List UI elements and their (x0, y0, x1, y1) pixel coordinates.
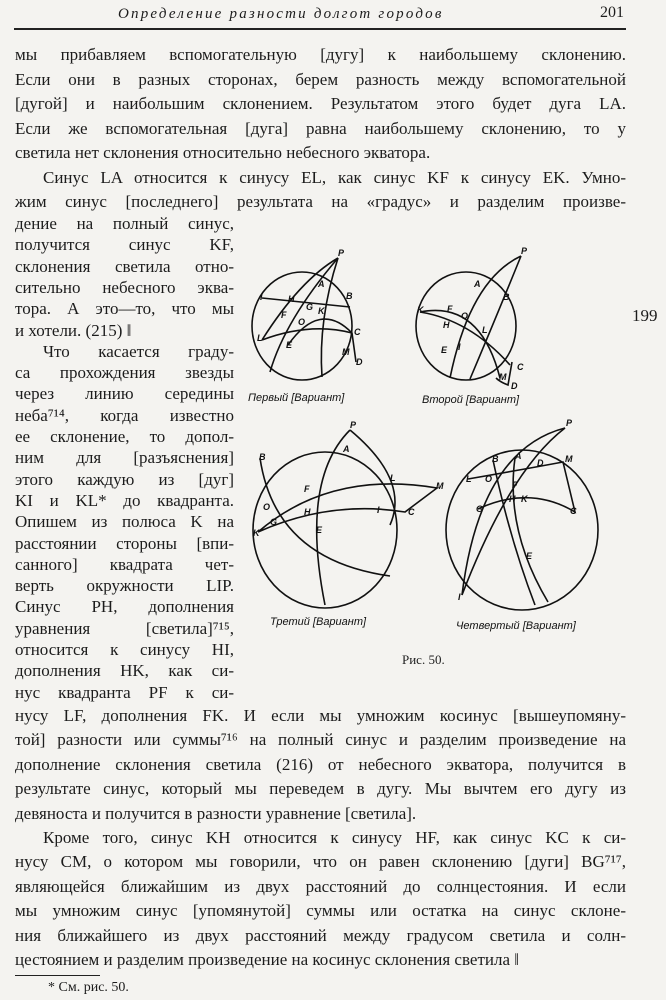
point-label: F (281, 310, 287, 320)
text-line: Кроме того, синус KH относится к синусу HF, как синус KC к си- (43, 828, 626, 847)
text-line: мы прибавляем вспомогательную [дугу] к наибольшему склонению. (15, 45, 626, 64)
panel-caption: Четвертый [Вариант] (456, 620, 576, 632)
point-label: E (286, 340, 293, 350)
point-label: B (492, 454, 499, 464)
point-label: A (318, 279, 325, 289)
text-line: через линию середины (15, 384, 234, 404)
point-label: E (316, 525, 323, 535)
point-label: K (318, 306, 325, 316)
text-line: Синус LA относится к синусу EL, как синус KF к синусу EK. Умно- (43, 167, 626, 187)
point-label: M (342, 347, 350, 357)
text-line: этого каждую из [дуг] (15, 469, 234, 489)
point-label: K (417, 305, 424, 315)
point-label: C (517, 362, 524, 372)
text-line: ее склонение, то допол- (15, 427, 234, 446)
point-label: I (260, 292, 263, 302)
point-label: F (447, 304, 453, 314)
text-line: уравнения [светила]⁷¹⁵, (15, 618, 234, 638)
text-line: результате синус, который мы переведем в дугу. Мы вычтем его дугу из (15, 779, 626, 799)
point-label: K (253, 528, 260, 538)
point-label: G (476, 504, 484, 514)
text-line: светила нет склонения относительно небесного экватора. (15, 143, 431, 162)
page-number: 201 (600, 4, 624, 21)
point-label: G (306, 302, 314, 312)
text-line: цестоянием и разделим произведение на косинус склонения светила ‖ (15, 950, 520, 969)
text-line: KI и KL* до квадранта. (15, 490, 234, 510)
text-line: жим синус [последнего] результата на «градус» и разделим произве- (15, 192, 626, 211)
point-label: H (288, 294, 295, 304)
text-line: мы умножим синус [упомянутой] суммы или остатка на синус склоне- (15, 901, 626, 921)
diagram-panel-4 (446, 428, 598, 610)
text-line: относится к синусу HI, (15, 640, 234, 659)
point-label: B (503, 292, 510, 302)
point-label: L (466, 474, 472, 484)
text-line: ним для [разъяснения] (15, 448, 234, 468)
footnote-rule (15, 975, 100, 976)
point-label: I (458, 592, 461, 602)
point-label: D (537, 458, 544, 468)
panel-caption: Первый [Вариант] (248, 392, 345, 404)
point-label: O (485, 474, 493, 484)
point-label: H (304, 507, 311, 517)
point-label: H (509, 494, 516, 504)
text-line: нус квадранта PF к си- (15, 682, 234, 702)
point-label: A (515, 451, 522, 461)
point-label: I (377, 505, 380, 515)
point-label: E (441, 345, 448, 355)
text-line: Если же вспомогательная [дуга] равна наибольшему склонению, то у (15, 118, 626, 138)
point-label: G (270, 517, 278, 527)
diagram-panel-3 (253, 430, 437, 608)
panel-caption: Второй [Вариант] (422, 394, 520, 406)
text-line: дополнения HK, как си- (15, 661, 234, 681)
point-label: A (474, 279, 481, 289)
point-label: D (511, 381, 518, 391)
running-title: Определение разности долгот городов (118, 6, 444, 22)
point-label: F (512, 480, 518, 490)
point-label: B (346, 291, 353, 301)
text-line: верть окружности LIP. (15, 576, 234, 596)
text-line: неба⁷¹⁴, когда известно (15, 405, 234, 425)
point-label: M (499, 372, 507, 382)
text-line: являющейся ближайшим из двух расстояний до солнцестояния. И если (15, 876, 626, 896)
point-label: I (458, 342, 461, 352)
text-line: и хотели. (215) ‖ (15, 320, 132, 340)
point-label: D (356, 357, 363, 367)
text-line: девяноста и получится в разности уравнение [светила]. (15, 803, 417, 823)
point-label: L (257, 333, 263, 343)
text-line: Если они в разных сторонах, берем разность между вспомогательной (15, 69, 626, 89)
point-label: L (482, 325, 488, 335)
text-line: са прохождения звезды (15, 363, 234, 383)
text-line: санного] квадрата чет- (15, 554, 234, 574)
text-line: [дугой] и наибольшим склонением. Результатом этого будет дуга LA. (15, 94, 626, 113)
point-label: H (443, 320, 450, 330)
point-label: F (304, 484, 310, 494)
point-label: P (521, 246, 528, 256)
point-label: E (526, 551, 533, 561)
point-label: O (263, 502, 271, 512)
point-label: P (566, 418, 573, 428)
text-line: Опишем из полюса K на (15, 512, 234, 532)
text-line: расстоянии стороны [впи- (15, 533, 234, 553)
text-line: нусу CM, о котором мы говорили, что он равен склонению [дуги] BG⁷¹⁷, (15, 852, 626, 872)
text-line: Что касается граду- (43, 341, 234, 361)
point-label: O (298, 317, 306, 327)
point-label: B (259, 452, 266, 462)
text-line: Синус PH, дополнения (15, 597, 234, 617)
point-label: P (350, 420, 357, 430)
point-label: C (354, 327, 361, 337)
text-line: дополнение склонения светила (216) от небесного экватора, получится в (15, 754, 626, 774)
point-label: M (436, 481, 444, 491)
text-line: склонения светила отно- (15, 256, 234, 276)
text-line: тора. А это—то, что мы (15, 299, 234, 319)
text-line: нусу LF, дополнения FK. И если мы умножим косинус [вышеупомяну- (15, 706, 626, 725)
point-label: C (570, 506, 577, 516)
text-line: получится синус KF, (15, 235, 234, 255)
text-line: той] разности или суммы⁷¹⁶ на полный синус и разделим произведение на (15, 730, 626, 750)
point-label: K (521, 494, 528, 504)
point-label: L (390, 473, 396, 483)
footnote: * См. рис. 50. (48, 980, 129, 995)
point-label: C (408, 507, 415, 517)
point-label: A (343, 444, 350, 454)
figure-caption: Рис. 50. (402, 652, 445, 667)
point-label: P (338, 248, 345, 258)
diagram-panel-2 (416, 256, 521, 385)
point-label: O (461, 311, 469, 321)
text-line: дение на полный синус, (15, 214, 234, 233)
point-label: M (565, 454, 573, 464)
panel-caption: Третий [Вариант] (270, 616, 367, 628)
margin-page-number: 199 (632, 306, 658, 325)
text-line: сительно небесного эква- (15, 277, 234, 297)
text-line: ния ближайшего из двух расстояний между градусом светила и солн- (15, 925, 626, 945)
